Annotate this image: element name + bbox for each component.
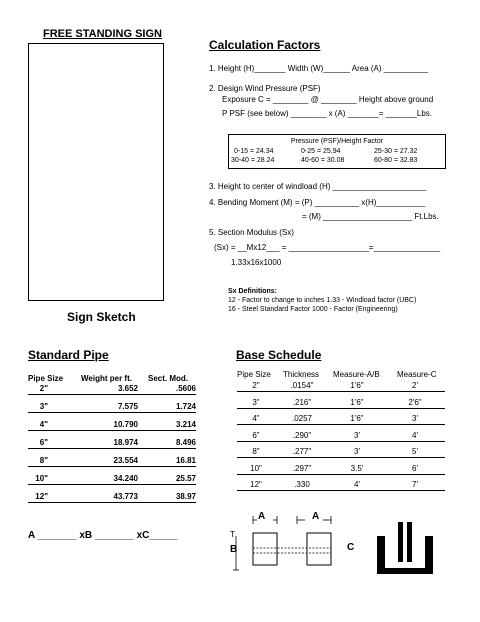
calc-item-2-psf[interactable]: P PSF (see below) ________ x (A) _______= _______Lbs. — [222, 109, 432, 118]
table-row-underline — [28, 394, 196, 395]
table-cell: 23.554 — [113, 456, 138, 465]
table-row-underline — [28, 484, 196, 485]
table-cell: .0257 — [291, 414, 313, 423]
table-cell: 4" — [252, 414, 260, 423]
table-header: Thickness — [283, 370, 320, 379]
table-cell: .297" — [292, 463, 312, 473]
pressure-title: Pressure (PSF)/Height Factor — [290, 138, 384, 145]
table-cell: 6" — [252, 430, 260, 440]
table-cell: .0154" — [290, 381, 314, 390]
table-cell: 2" — [39, 384, 48, 393]
table-row-underline — [237, 474, 445, 475]
table-row-underline — [237, 391, 445, 392]
table-cell: 3" — [39, 402, 48, 411]
table-cell: 3.652 — [117, 384, 138, 393]
table-cell: 8" — [39, 456, 48, 465]
dimension-c-label: C — [347, 542, 355, 553]
table-cell: 8" — [252, 447, 260, 456]
dimension-t-label: T — [230, 530, 235, 539]
table-row-underline — [237, 457, 445, 458]
table-cell: 2'6" — [408, 397, 422, 407]
table-cell: 10" — [250, 463, 262, 473]
table-cell: 1'6" — [350, 414, 364, 423]
calc-item-3[interactable]: 3. Height to center of windload (H) _____________________ — [209, 182, 427, 191]
table-cell: 1'6" — [350, 397, 364, 407]
calc-item-4-moment[interactable]: = (M) ____________________ Ft.Lbs. — [302, 212, 439, 221]
standard-pipe-title: Standard Pipe — [28, 348, 109, 362]
pressure-cell: 0-25 = 25.94 — [301, 148, 341, 155]
table-cell: 34.240 — [113, 474, 138, 483]
table-cell: 16.81 — [175, 456, 196, 465]
table-cell: 4' — [354, 480, 360, 489]
table-cell: 12" — [35, 492, 48, 501]
free-standing-sign-title: FREE STANDING SIGN — [43, 28, 162, 40]
table-row-underline — [28, 448, 196, 449]
table-cell: 3' — [354, 430, 360, 440]
calc-item-4[interactable]: 4. Bending Moment (M) = (P) __________ x(H)___________ — [209, 198, 426, 207]
table-row-underline — [237, 490, 445, 491]
sx-formula[interactable]: (Sx) = __Mx12___ = __________________=_______________ — [214, 243, 441, 252]
table-cell: 10" — [35, 474, 48, 483]
table-cell: 38.97 — [175, 492, 196, 501]
sx-denominator: 1.33x16x1000 — [231, 258, 282, 267]
dimension-a-label: A — [312, 511, 320, 522]
table-header: Measure-A/B — [333, 370, 380, 379]
sx-definition-line: 16 - Steel Standard Factor 1000 - Factor (Engineering) — [228, 306, 398, 313]
table-cell: 3" — [252, 397, 260, 407]
table-row-underline — [28, 412, 196, 413]
table-header: Measure-C — [397, 370, 437, 379]
pressure-cell: 40-60 = 30.08 — [301, 157, 345, 164]
table-cell: 10.790 — [113, 420, 138, 429]
table-row-underline — [28, 430, 196, 431]
table-cell: 43.773 — [113, 492, 138, 501]
table-cell: 3' — [354, 447, 360, 456]
table-header: Weight per ft. — [81, 374, 132, 383]
pressure-cell: 25-30 = 27.32 — [374, 148, 418, 155]
table-row-underline — [28, 466, 196, 467]
table-cell: 6' — [412, 463, 418, 473]
table-cell: 5' — [412, 447, 418, 456]
sign-sketch-label: Sign Sketch — [67, 310, 136, 324]
table-cell: 25.57 — [175, 474, 196, 483]
table-cell: 18.974 — [113, 438, 138, 447]
table-cell: .290" — [292, 430, 312, 440]
calc-item-1[interactable]: 1. Height (H)_______ Width (W)______ Area (A) __________ — [209, 64, 429, 73]
dimension-a-label: A — [258, 511, 266, 522]
table-row-underline — [28, 502, 196, 503]
calc-item-2-exposure[interactable]: Exposure C = ________ @ ________ Height above ground — [222, 95, 434, 104]
table-cell: 8.496 — [175, 438, 196, 447]
pressure-table-box — [228, 134, 446, 169]
calc-item-2: 2. Design Wind Pressure (PSF) — [209, 84, 321, 93]
table-row-underline — [237, 441, 445, 442]
table-cell: 2" — [252, 381, 260, 390]
table-cell: .277" — [292, 447, 312, 456]
table-header: Pipe Size — [28, 374, 64, 383]
table-cell: 1'6" — [350, 381, 364, 390]
table-cell: 7' — [412, 480, 418, 489]
sx-definition-line: 12 - Factor to change to inches 1.33 - Windload factor (UBC) — [228, 297, 417, 304]
base-schedule-title: Base Schedule — [236, 348, 322, 362]
table-cell: 3.5' — [350, 463, 364, 473]
table-cell: .5606 — [175, 384, 196, 393]
table-header: Sect. Mod. — [148, 374, 189, 383]
table-cell: 4' — [412, 430, 418, 440]
table-cell: .330 — [294, 480, 310, 489]
table-row-underline — [237, 408, 445, 409]
table-cell: 3.214 — [175, 420, 196, 429]
abc-formula[interactable]: A _______ xB _______ xC_____ — [28, 530, 178, 541]
table-cell: 12" — [250, 480, 262, 489]
table-cell: .216" — [292, 397, 312, 407]
pressure-cell: 0-15 = 24.34 — [234, 148, 274, 155]
sign-sketch-box[interactable] — [28, 43, 164, 301]
table-cell: 3' — [412, 414, 418, 423]
table-header: Pipe Size — [237, 370, 271, 379]
calculation-factors-title: Calculation Factors — [209, 38, 321, 52]
table-cell: 2' — [412, 381, 418, 390]
table-cell: 6" — [39, 438, 48, 447]
sx-definitions-title: Sx Definitions: — [228, 288, 278, 295]
table-cell: 4" — [39, 420, 48, 429]
table-cell: 1.724 — [175, 402, 196, 411]
table-row-underline — [237, 424, 445, 425]
calc-item-5: 5. Section Modulus (Sx) — [209, 228, 294, 237]
table-cell: 7.575 — [117, 402, 138, 411]
pressure-cell: 60-80 = 32.83 — [374, 157, 418, 164]
pressure-cell: 30-40 = 28.24 — [231, 157, 275, 164]
dimension-b-label: B — [230, 544, 238, 555]
